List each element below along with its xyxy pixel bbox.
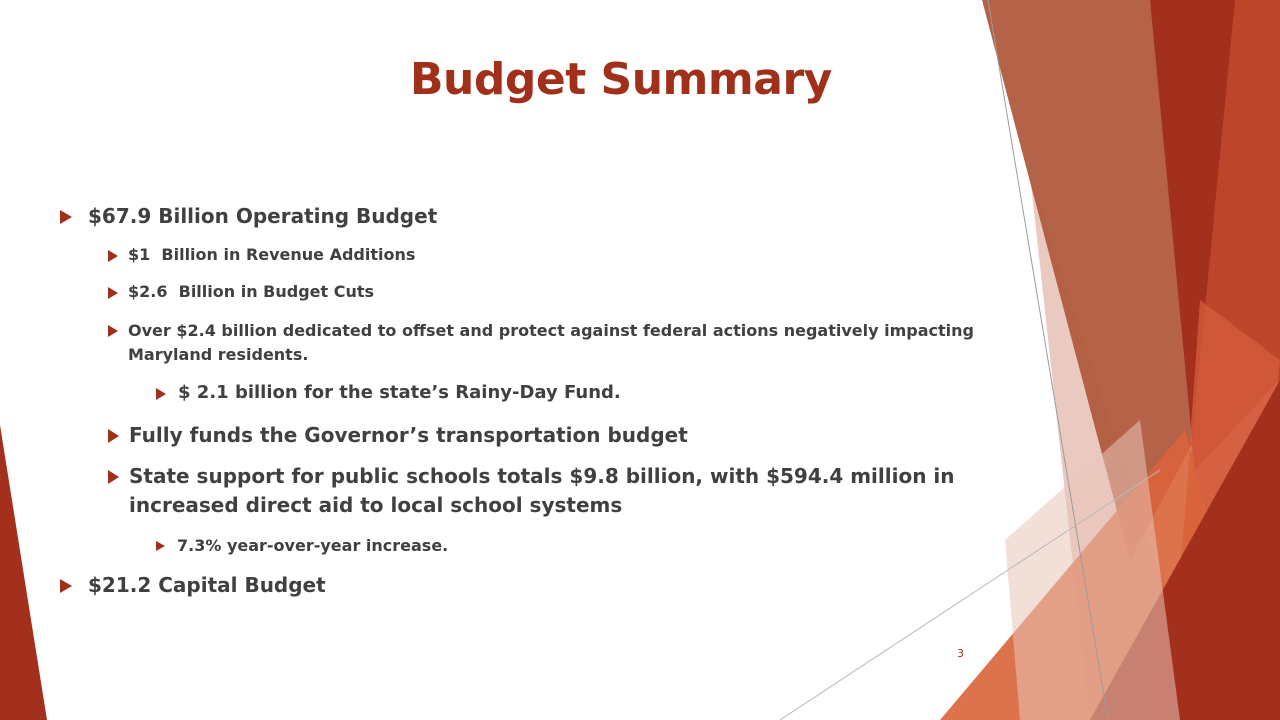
bullet-text: State support for public schools totals $9.8 billion, with $594.4 million in increased direct aid to local school systems [129,464,955,517]
bullet-text: $21.2 Capital Budget [88,573,326,597]
bullet-arrow-icon [156,388,166,400]
bullet-text: $2.6 Billion in Budget Cuts [128,282,375,301]
bullet-federal-actions [108,319,974,367]
slide-title: Budget Summary [410,54,832,105]
bullet-public-schools [108,462,955,520]
bullet-rainy-day-fund [156,381,621,405]
bullet-arrow-icon [108,470,119,484]
bullet-text: 7.3% year-over-year increase. [177,536,449,555]
bullet-arrow-icon [108,429,119,443]
bullet-text: $ 2.1 billion for the state’s Rainy-Day Fund. [178,382,621,403]
bullet-arrow-icon [108,325,118,337]
bullet-text: $1 Billion in Revenue Additions [128,245,416,264]
bullet-text: $67.9 Billion Operating Budget [88,204,438,228]
bullet-operating-budget [60,203,437,229]
page-number: 3 [957,647,964,660]
bullet-revenue-additions [108,245,415,265]
bullet-arrow-icon [60,579,72,593]
bullet-arrow-icon [108,287,118,299]
bullet-capital-budget [60,572,326,598]
bullet-arrow-icon [60,210,72,224]
bullet-text: Fully funds the Governor’s transportation budget [129,423,688,447]
bullet-yoy-increase [156,536,448,556]
bullet-arrow-icon [108,250,118,262]
bullet-transportation [108,421,688,449]
bullet-text: Over $2.4 billion dedicated to offset and protect against federal actions negatively impacting Maryland residents. [128,321,974,364]
bullet-arrow-icon [156,541,165,551]
bullet-budget-cuts [108,282,374,302]
